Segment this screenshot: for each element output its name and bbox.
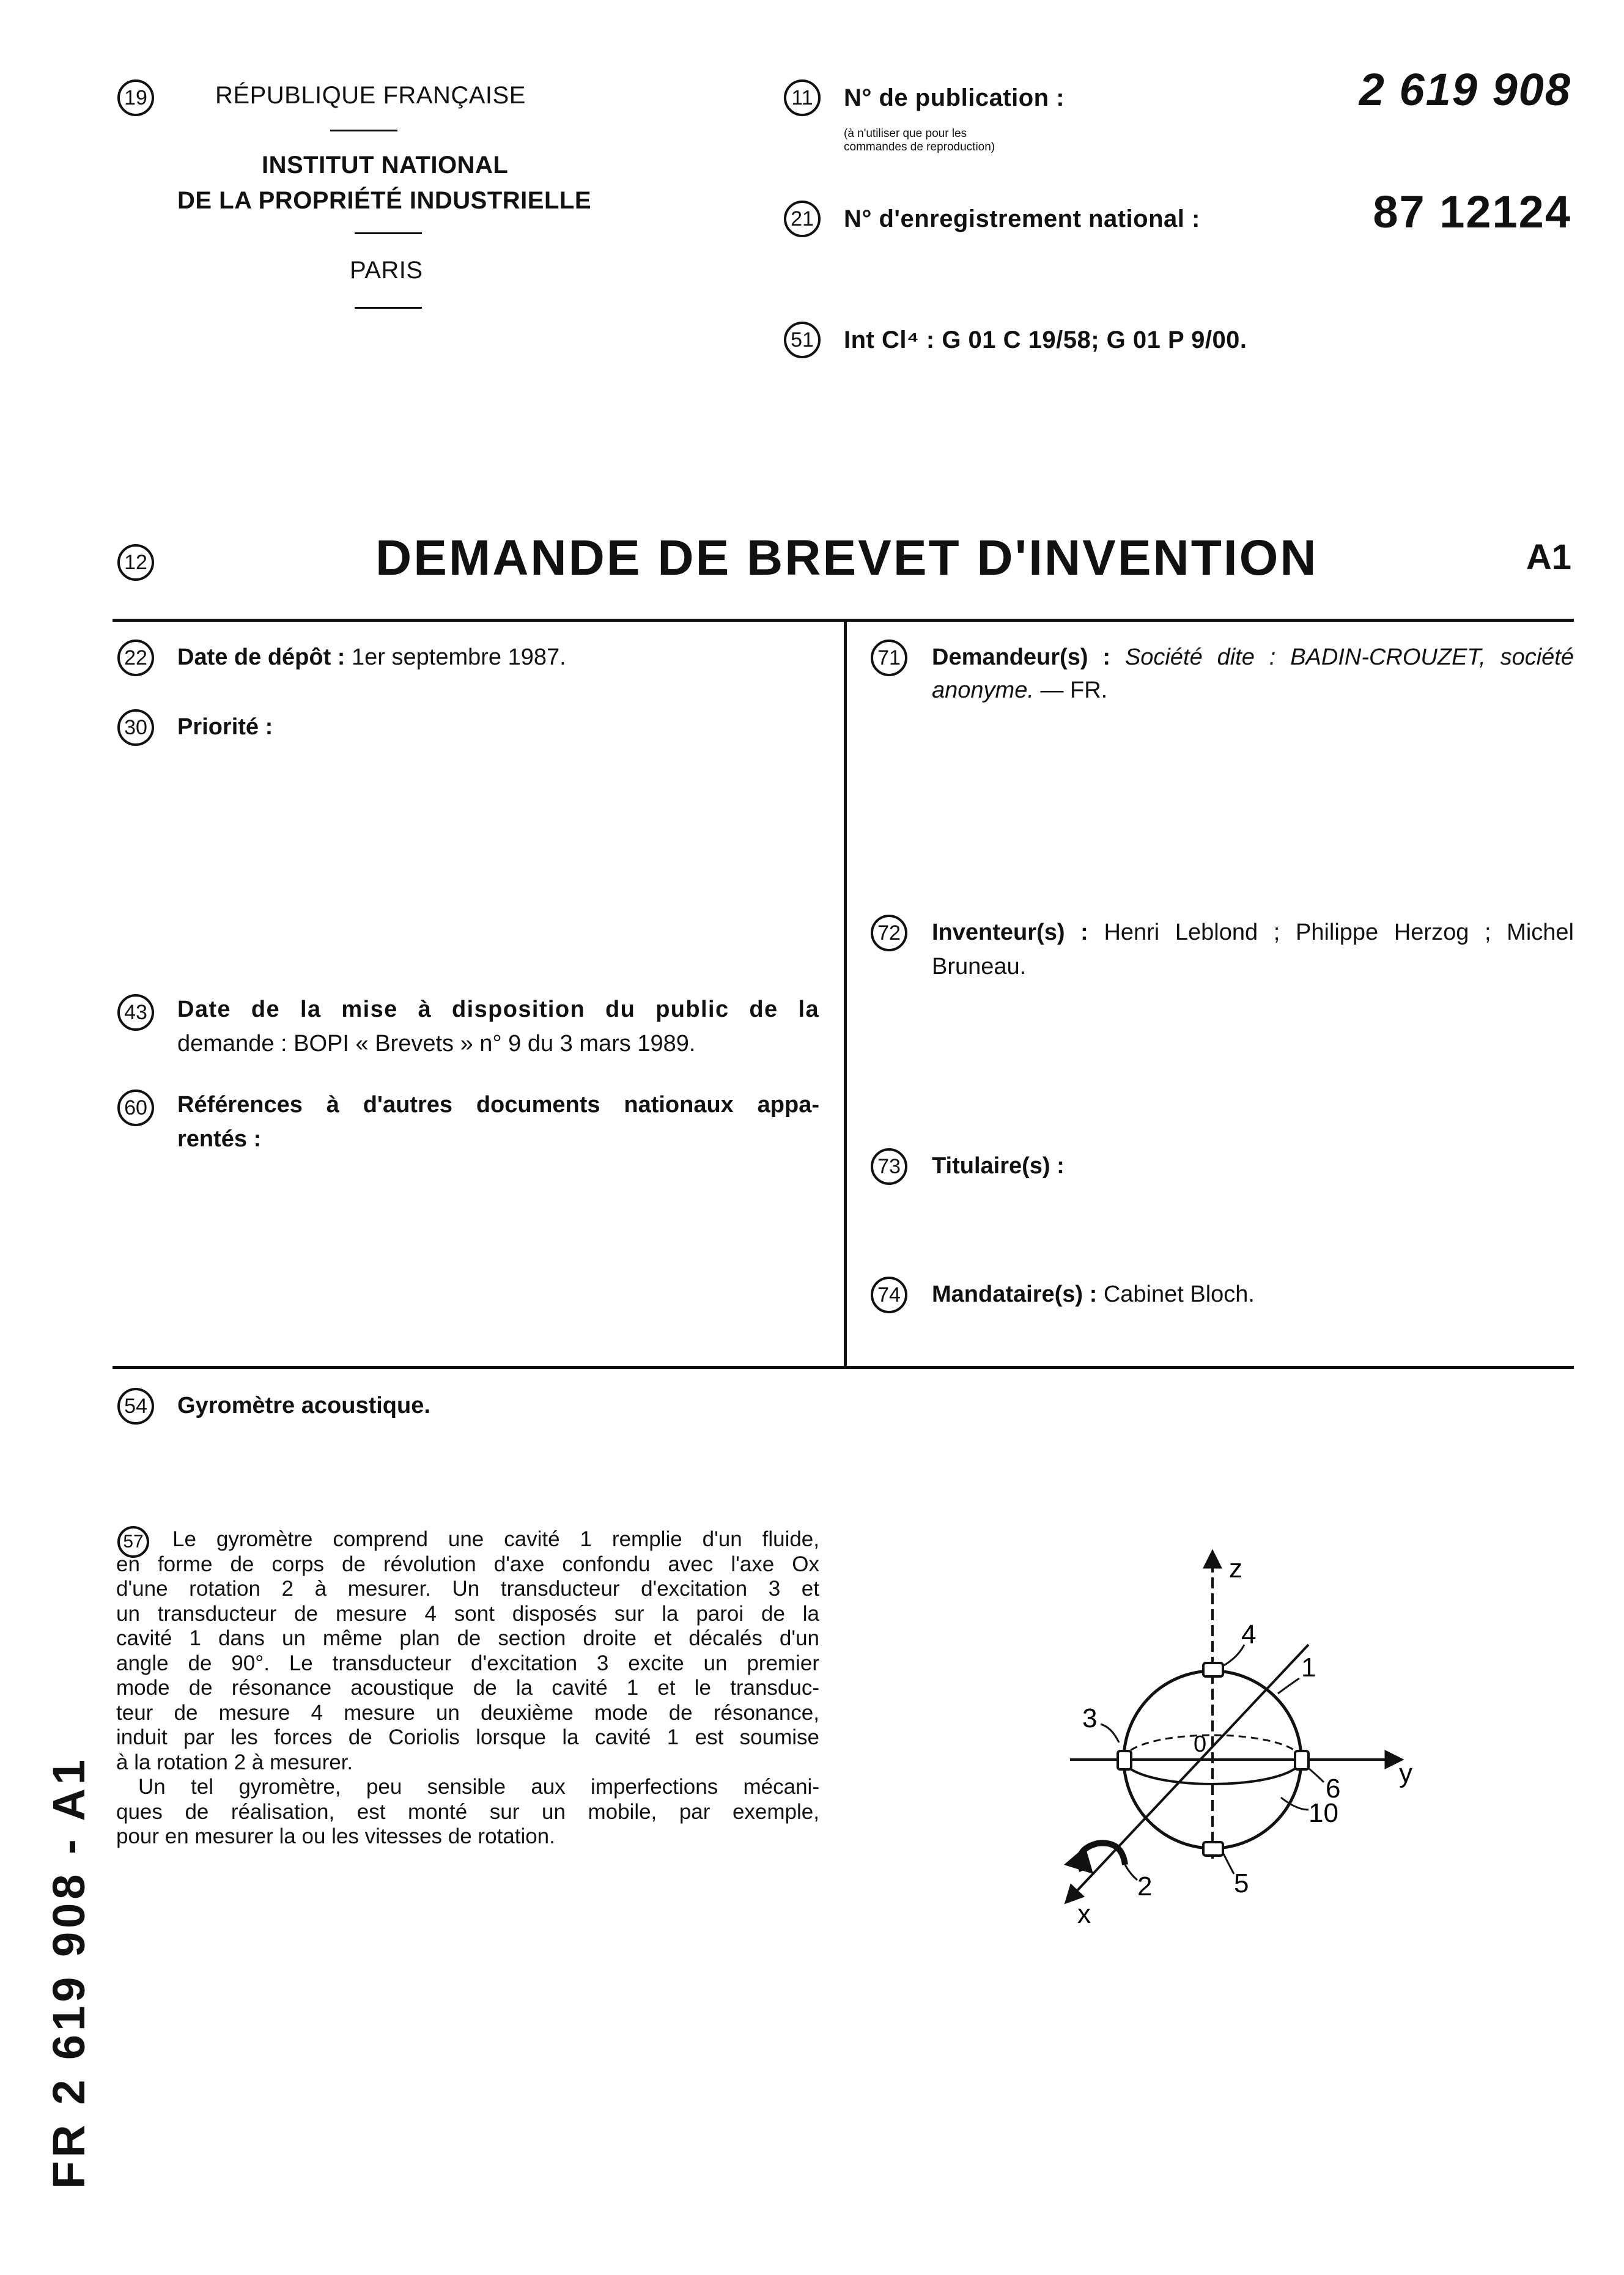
document-title: DEMANDE DE BREVET D'INVENTION <box>375 530 1318 586</box>
label-2: 2 <box>1137 1871 1153 1901</box>
transducer-5 <box>1203 1842 1223 1856</box>
registration-number: 87 12124 <box>1373 186 1571 237</box>
mandataire-label: Mandataire(s) : <box>932 1281 1098 1307</box>
inid-code-12: 12 <box>117 544 154 581</box>
inid-code-43: 43 <box>117 994 154 1031</box>
header-divider-2 <box>355 232 422 234</box>
date-depot <box>177 644 566 671</box>
abstract-line: cavité 1 dans un même plan de section droite et décalés d'un <box>116 1626 819 1650</box>
mandataire-value: Cabinet Bloch. <box>1103 1281 1255 1307</box>
abstract-line: angle de 90°. Le transducteur d'excitation 3 excite un premier <box>116 1651 819 1675</box>
references-label: Références à d'autres documents nationaux appa- <box>177 1092 819 1118</box>
inid-code-57: 57 <box>117 1526 149 1558</box>
x-axis <box>1067 1645 1308 1901</box>
classification: Int Cl⁴ : G 01 C 19/58; G 01 P 9/00. <box>844 326 1247 353</box>
abstract-line: d'une rotation 2 à mesurer. Un transducteur d'excitation 3 et <box>116 1577 819 1601</box>
abstract-line: Le gyromètre comprend une cavité 1 remplie d'un fluide, <box>172 1527 819 1551</box>
header-divider-1 <box>330 130 397 131</box>
label-x: x <box>1077 1899 1091 1929</box>
publication-note-2: commandes de reproduction) <box>844 141 995 153</box>
priorite-label: Priorité : <box>177 714 273 740</box>
inventeur-label: Inventeur(s) : <box>932 920 1088 945</box>
column-divider <box>844 619 847 1368</box>
demandeur-label: Demandeur(s) : <box>932 644 1111 670</box>
transducer-6 <box>1295 1751 1308 1769</box>
publication-note-1: (à n'utiliser que pour les <box>844 127 967 140</box>
demandeur-value-2b: — FR. <box>1033 677 1108 703</box>
institut-line-1: INSTITUT NATIONAL <box>262 152 509 179</box>
inventeur-value-1: Henri Leblond ; Philippe Herzog ; Michel <box>1104 920 1574 945</box>
mise-dispo-label-2: demande : <box>177 1031 287 1056</box>
demandeur-value-1: Société dite : BADIN-CROUZET, société <box>1124 644 1574 670</box>
label-4: 4 <box>1241 1620 1257 1650</box>
abstract-line: pour en mesurer la ou les vitesses de rotation. <box>116 1824 555 1848</box>
label-z: z <box>1229 1554 1242 1584</box>
title-rule-bottom <box>113 1366 1574 1369</box>
inid-code-30: 30 <box>117 709 154 746</box>
abstract-line: en forme de corps de révolution d'axe confondu avec l'axe Ox <box>116 1552 819 1576</box>
abstract-line: induit par les forces de Coriolis lorsque la cavité 1 est soumise <box>116 1725 819 1749</box>
inid-code-73: 73 <box>871 1148 907 1185</box>
label-3: 3 <box>1082 1703 1098 1733</box>
institut-line-2: DE LA PROPRIÉTÉ INDUSTRIELLE <box>177 187 592 214</box>
label-y: y <box>1399 1758 1412 1788</box>
label-10: 10 <box>1308 1798 1338 1828</box>
inid-code-19: 19 <box>117 79 154 116</box>
abstract-line: ques de réalisation, est monté sur un mobile, par exemple, <box>116 1799 819 1824</box>
side-publication-number: FR 2 619 908 - A1 <box>43 1755 94 2189</box>
publication-number: 2 619 908 <box>1359 64 1571 115</box>
label-1: 1 <box>1301 1653 1316 1683</box>
abstract-text <box>116 1527 819 1849</box>
gyrometer-figure <box>1039 1541 1467 1938</box>
mise-dispo-label: Date de la mise à disposition du public de la <box>177 997 819 1022</box>
date-depot-value: 1er septembre 1987. <box>352 644 566 670</box>
references-label-2: rentés : <box>177 1126 262 1152</box>
registration-label: N° d'enregistrement national : <box>844 205 1200 232</box>
inid-code-51: 51 <box>784 322 821 358</box>
inid-code-72: 72 <box>871 915 907 951</box>
inid-code-22: 22 <box>117 640 154 676</box>
abstract-line: mode de résonance acoustique de la cavité 1 et le transduc- <box>116 1676 819 1700</box>
label-6: 6 <box>1326 1774 1341 1804</box>
mise-dispo-value: BOPI « Brevets » n° 9 du 3 mars 1989. <box>293 1031 696 1056</box>
inid-code-74: 74 <box>871 1277 907 1313</box>
demandeur-line-1 <box>932 644 1574 671</box>
inventeur-line-1 <box>932 920 1574 946</box>
date-depot-label: Date de dépôt : <box>177 644 345 670</box>
abstract-line: un transducteur de mesure 4 sont disposés sur la paroi de la <box>116 1601 819 1626</box>
abstract-line: à la rotation 2 à mesurer. <box>116 1750 353 1774</box>
header-divider-3 <box>355 307 422 309</box>
abstract-line: teur de mesure 4 mesure un deuxième mode de résonance, <box>116 1700 819 1725</box>
inid-code-54: 54 <box>117 1388 154 1425</box>
inid-code-71: 71 <box>871 640 907 676</box>
label-5: 5 <box>1234 1868 1249 1898</box>
publication-label: N° de publication : <box>844 84 1065 111</box>
transducer-3 <box>1118 1751 1131 1769</box>
kind-code: A1 <box>1526 537 1571 577</box>
abstract-line: Un tel gyromètre, peu sensible aux imperfections mécani- <box>138 1775 819 1799</box>
transducer-4 <box>1203 1663 1223 1676</box>
demandeur-value-2a: anonyme. <box>932 677 1034 703</box>
titulaire-label: Titulaire(s) : <box>932 1153 1065 1179</box>
inid-code-21: 21 <box>784 201 821 237</box>
label-origin: 0 <box>1194 1731 1207 1757</box>
city: PARIS <box>350 257 423 284</box>
inventeur-value-2: Bruneau. <box>932 954 1027 979</box>
mise-dispo-line-2 <box>177 1031 695 1057</box>
mandataire-line <box>932 1281 1255 1308</box>
inid-code-60: 60 <box>117 1090 154 1126</box>
republique-francaise: RÉPUBLIQUE FRANÇAISE <box>215 82 526 109</box>
title-rule-top <box>113 619 1574 622</box>
inid-code-11: 11 <box>784 79 821 116</box>
demandeur-line-2 <box>932 677 1107 704</box>
invention-title: Gyromètre acoustique. <box>177 1393 430 1418</box>
